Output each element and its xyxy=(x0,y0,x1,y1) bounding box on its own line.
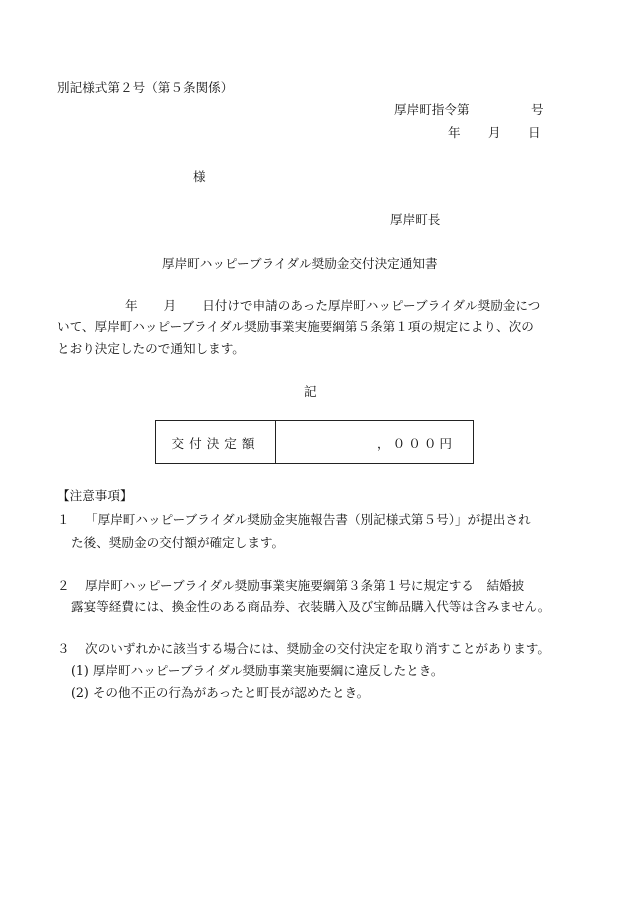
date-day: 日 xyxy=(528,125,541,140)
document-number-prefix: 厚岸町指令第 xyxy=(394,102,470,117)
note-2-line-2: 露宴等経費には、換金性のある商品券、衣装購入及び宝飾品購入代等は含みません。 xyxy=(71,599,551,614)
document-number-suffix: 号 xyxy=(530,102,544,117)
amount-label: 交付決定額 xyxy=(156,421,276,463)
ki-heading: 記 xyxy=(304,384,317,399)
note-3-line-1: 次のいずれかに該当する場合には、奨励金の交付決定を取り消すことがあります。 xyxy=(85,641,550,656)
body-line-2: いて、厚岸町ハッピーブライダル奨励事業実施要綱第５条第１項の規定により、次の xyxy=(57,319,534,334)
note-3 xyxy=(57,640,550,657)
body-line-1-text: 日付けで申請のあった厚岸町ハッピーブライダル奨励金につ xyxy=(202,298,541,313)
note-2-number: ２ xyxy=(57,578,70,593)
body-line-1 xyxy=(57,297,540,314)
document-number xyxy=(394,101,544,118)
note-3-sub-1: (1) 厚岸町ハッピーブライダル奨励事業実施要綱に違反したとき。 xyxy=(71,663,444,678)
body-line-3: とおり決定したので通知します。 xyxy=(57,341,245,356)
notes-heading: 【注意事項】 xyxy=(57,488,133,503)
note-3-number: ３ xyxy=(57,641,70,656)
note-1 xyxy=(57,511,531,528)
document-date xyxy=(448,124,541,141)
amount-value: ，０００円 xyxy=(377,435,455,451)
note-2 xyxy=(57,577,524,594)
amount-table xyxy=(155,420,474,464)
issuer: 厚岸町長 xyxy=(390,212,441,227)
form-label: 別記様式第２号（第５条関係） xyxy=(57,80,234,95)
note-1-number: １ xyxy=(57,512,70,527)
note-2-line-1: 厚岸町ハッピーブライダル奨励事業実施要綱第３条第１号に規定する 結婚披 xyxy=(85,578,525,593)
note-1-line-2: た後、奨励金の交付額が確定します。 xyxy=(71,535,285,550)
note-1-line-1: 「厚岸町ハッピーブライダル奨励金実施報告書（別記様式第５号）」が提出され xyxy=(85,512,531,527)
date-month: 月 xyxy=(488,125,501,140)
note-3-sub-2: (2) その他不正の行為があったと町長が認めたとき。 xyxy=(71,685,370,700)
body-year: 年 xyxy=(125,298,138,313)
recipient: 様 xyxy=(193,169,206,184)
document-title: 厚岸町ハッピーブライダル奨励金交付決定通知書 xyxy=(162,256,438,271)
body-month: 月 xyxy=(163,298,177,313)
date-year: 年 xyxy=(448,125,461,140)
